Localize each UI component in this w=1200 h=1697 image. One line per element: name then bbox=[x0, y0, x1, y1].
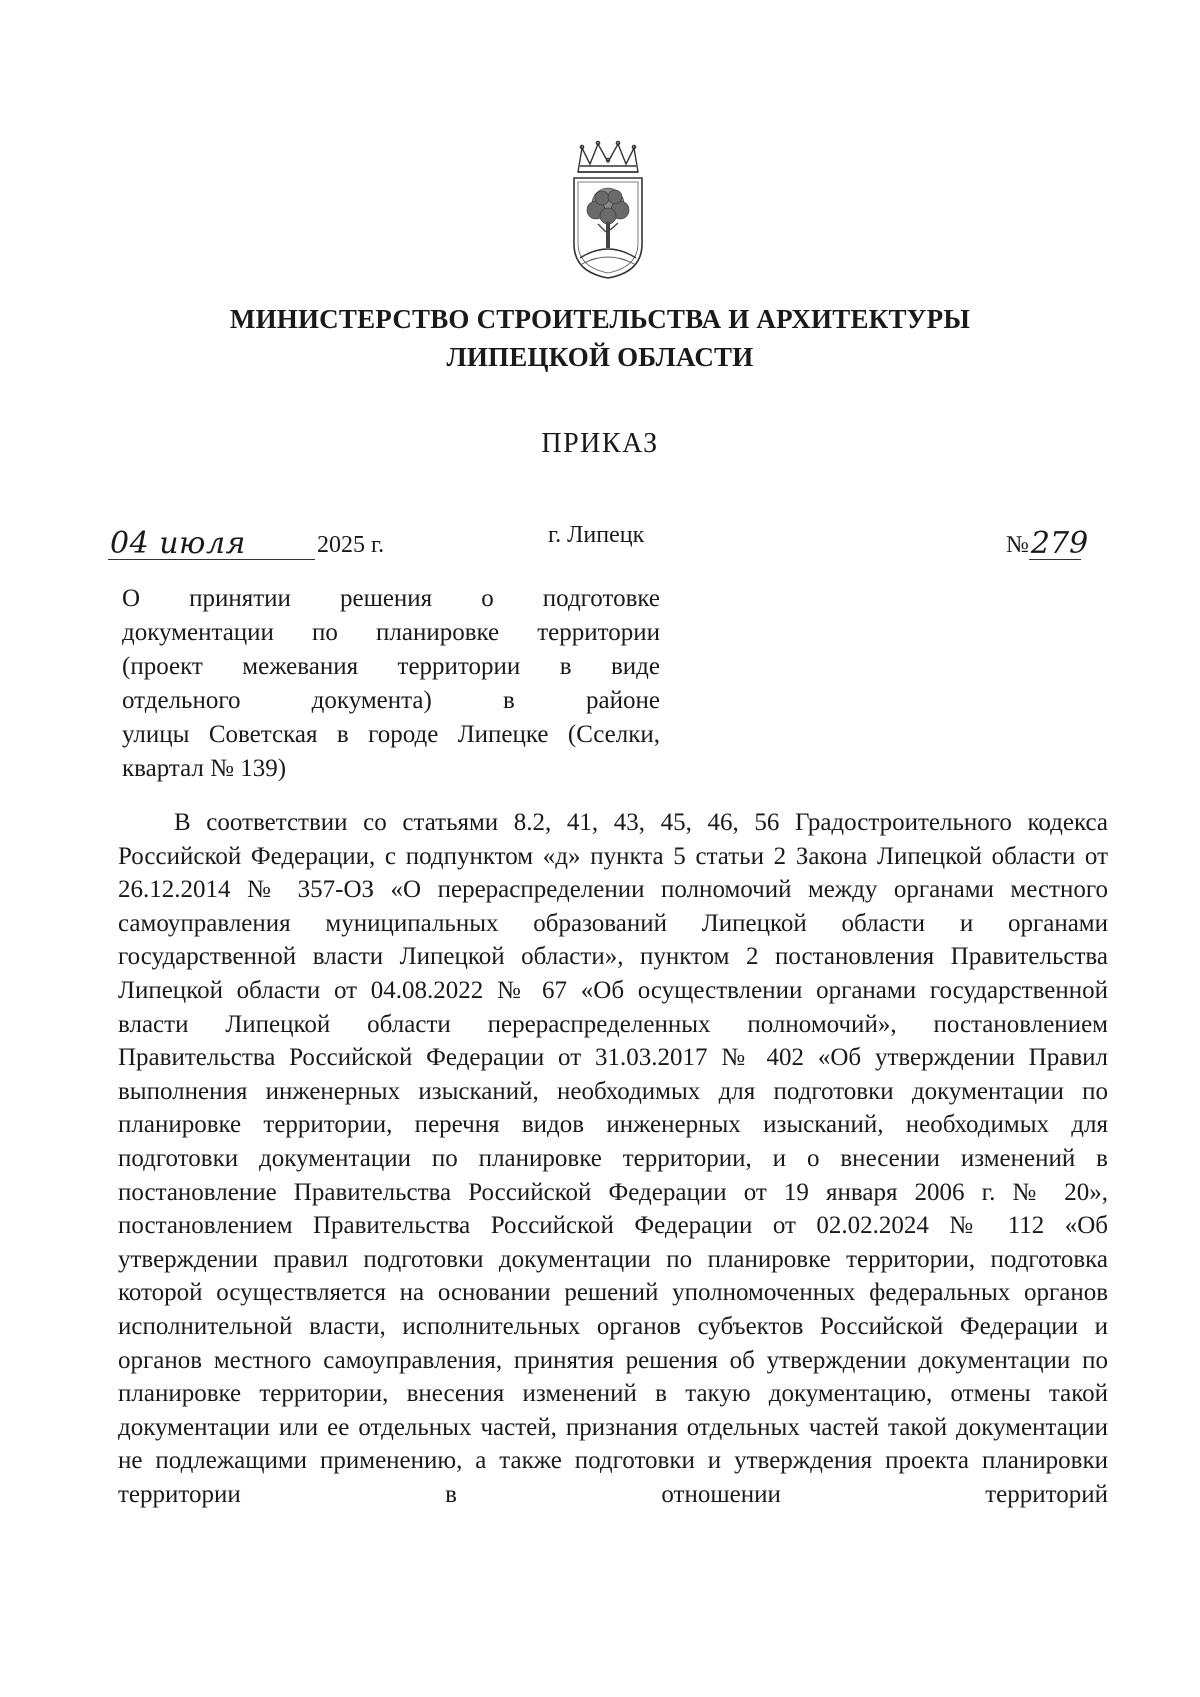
subject-line: отдельного документа) в районе bbox=[122, 687, 660, 714]
subject-line: квартал № 139) bbox=[122, 755, 287, 782]
order-body bbox=[118, 806, 1108, 1511]
order-number bbox=[1006, 520, 1089, 561]
subject-line: О принятии решения о подготовке bbox=[122, 585, 660, 612]
order-city: г. Липецк bbox=[548, 522, 645, 548]
order-title: ПРИКАЗ bbox=[541, 428, 659, 459]
subject-line: документации по планировке территории bbox=[122, 619, 660, 646]
order-subject bbox=[122, 582, 660, 786]
handwritten-number: 279 bbox=[1030, 526, 1089, 561]
order-year: 2025 г. bbox=[317, 532, 385, 558]
ministry-line-1: МИНИСТЕРСТВО СТРОИТЕЛЬСТВА И АРХИТЕКТУРЫ bbox=[229, 304, 971, 334]
number-sign: № bbox=[1006, 532, 1029, 558]
ministry-line-2: ЛИПЕЦКОЙ ОБЛАСТИ bbox=[446, 342, 754, 372]
order-date bbox=[108, 520, 384, 560]
ministry-name bbox=[0, 300, 1200, 376]
subject-line: улицы Советская в городе Липецке (Сселки, bbox=[122, 721, 660, 748]
handwritten-date: 04 июля bbox=[108, 529, 315, 560]
body-paragraph: В соответствии со статьями 8.2, 41, 43, 45, 46, 56 Градостроительного кодекса Российской Федерации, с подпунктом «д» пункта 5 статьи 2 Закона Липецкой области от 26.12.2014 № 357-ОЗ «О перераспределении полномочий между органами местного самоуправления муниципальных образований Липецкой области и органами государственной власти Липецкой области», пунктом 2 постановления Правительства Липецкой области от 04.08.2022 № 67 «Об осуществлении органами государственной власти Липецкой области перераспределенных полномочий», постановлением Правительства Российской Федерации от 31.03.2017 № 402 «Об утверждении Правил выполнения инженерных изысканий, необходимых для подготовки документации по планировке территории, перечня видов инженерных изысканий, необходимых для подготовки документации по планировке территории, и о внесении изменений в постановление Правительства Российской Федерации от 19 января 2006 г. № 20», постановлением Правительства Российской Федерации от 02.02.2024 № 112 «Об утверждении правил подготовки документации по планировке территории, подготовка которой осуществляется на основании решений уполномоченных федеральных органов исполнительной власти, исполнительных органов субъектов Российской Федерации и органов местного самоуправления, принятия решения об утверждении документации по планировке территории, внесения изменений в такую документацию, отмены такой документации или ее отдельных частей, признания отдельных частей такой документации не подлежащими применению, а также подготовки и утверждения проекта планировки территории в отношении территорий bbox=[118, 809, 1108, 1508]
subject-line: (проект межевания территории в виде bbox=[122, 653, 660, 680]
coat-of-arms-icon bbox=[568, 140, 648, 280]
